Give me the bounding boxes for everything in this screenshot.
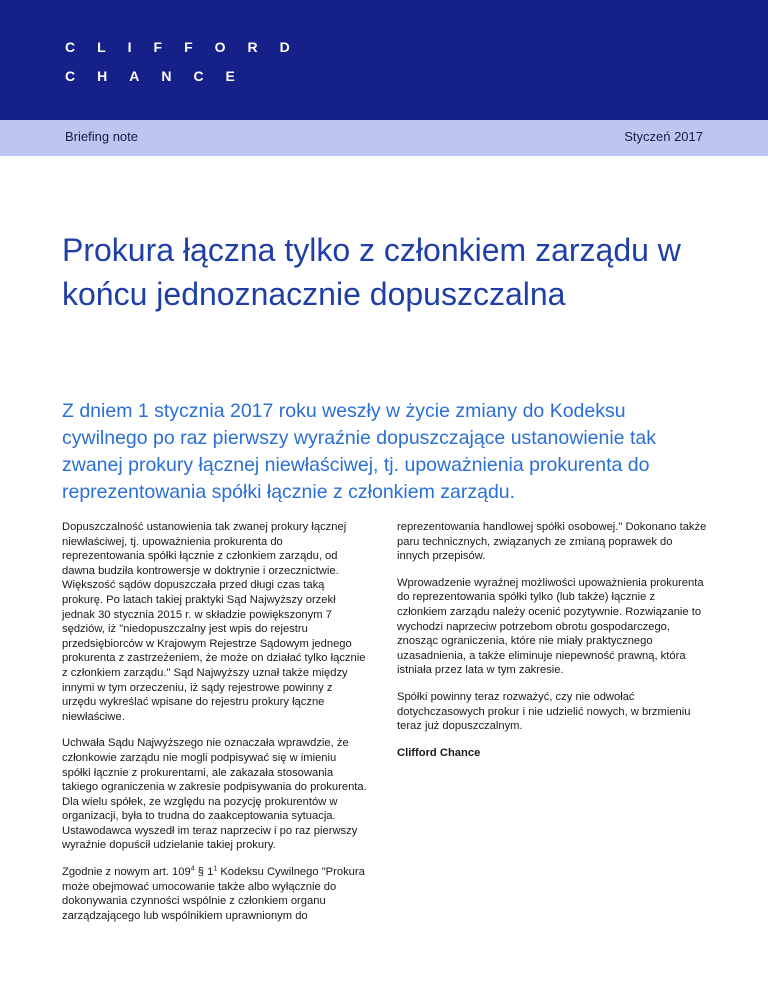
left-p3-part-b: § 1	[194, 866, 214, 879]
doc-date-label: Styczeń 2017	[624, 129, 703, 144]
logo-line-1: CLIFFORD	[65, 39, 312, 55]
doc-type-label: Briefing note	[65, 129, 138, 144]
right-paragraph-3: Spółki powinny teraz rozważyć, czy nie odwołać dotychczasowych prokur i nie udzielić nowych, w brzmieniu teraz już dopuszczalnym.	[397, 690, 691, 733]
logo-line-2: CHANCE	[65, 68, 257, 84]
right-column	[397, 520, 707, 772]
left-paragraph-3	[62, 865, 367, 923]
left-column	[62, 520, 367, 935]
right-paragraph-2: Wprowadzenie wyraźnej możliwości upoważnienia prokurenta do reprezentowania spółki tylko (lub także) łącznie z członkiem zarządu należy ocenić pozytywnie. Rozwiązanie to wychodzi naprzeciw potrzebom obrotu gospodarczego, znosząc ograniczenia, które nie miały praktycznego uzasadnienia, a także eliminuje niepewność prawną, która istniała przez lata w tym zakresie.	[397, 576, 704, 677]
lead-paragraph: Z dniem 1 stycznia 2017 roku weszły w życie zmiany do Kodeksu cywilnego po raz pierwszy wyraźnie dopuszczające ustanowienie tak zwanej prokury łącznej niewłaściwej, tj. upoważnienia prokurenta do reprezentowania spółki łącznie z członkiem zarządu.	[62, 400, 656, 503]
left-p3-part-a: Zgodnie z nowym art. 109	[62, 866, 191, 879]
page-title: Prokura łączna tylko z członkiem zarządu w końcu jednoznacznie dopuszczalna	[62, 232, 681, 312]
left-paragraph-1: Dopuszczalność ustanowienia tak zwanej prokury łącznej niewłaściwej, tj. upoważnienia prokurenta do reprezentowania spółki łącznie z członkiem zarządu, od dawna budziła kontrowersje w doktrynie i orzecznictwie. Większość sądów dopuszczała przed długi czas taką prokurę. Po latach takiej praktyki Sąd Najwyższy orzekł jednak 30 stycznia 2015 r. w składzie powiększonym 7 sędziów, iż "niedopuszczalny jest wpis do rejestru przedsiębiorców w Krajowym Rejestrze Sądowym jednego prokurenta z zastrzeżeniem, że może on działać tylko łącznie z członkiem zarządu." Sąd Najwyższy uznał także między innymi w tym orzeczeniu, iż sądy rejestrowe powinny z urzędu wykreślać wpisane do rejestru prokury łączne niewłaściwe.	[62, 521, 366, 723]
left-paragraph-2: Uchwała Sądu Najwyższego nie oznaczała wprawdzie, że członkowie zarządu nie mogli podpisywać się w imieniu spółki łącznie z prokurentami, ale zakazała stosowania takiego ograniczenia w zakresie podpisywania do prokurenta. Dla wielu spółek, ze względu na pozycję prokurentów w organizacji, była to trudna do zaakceptowania sytuacja. Ustawodawca wyszedł im teraz naprzeciw i po raz pierwszy wyraźnie dopuścił udzielanie takiej prokury.	[62, 737, 367, 852]
author-signature: Clifford Chance	[397, 746, 481, 759]
superscript-4: 4	[190, 865, 195, 873]
header-bar	[0, 0, 768, 120]
left-p3-part-c: Kodeksu Cywilnego "Prokura może obejmować umocowanie także albo wyłącznie do dokonywania czynności wspólnie z członkiem organu zarządzającego lub wspólnikiem uprawnionym do	[62, 866, 365, 922]
right-paragraph-1: reprezentowania handlowej spółki osobowej." Dokonano także paru technicznych, związanych ze zmianą poprawek do innych przepisów.	[397, 521, 707, 563]
superscript-1: 1	[213, 865, 218, 873]
